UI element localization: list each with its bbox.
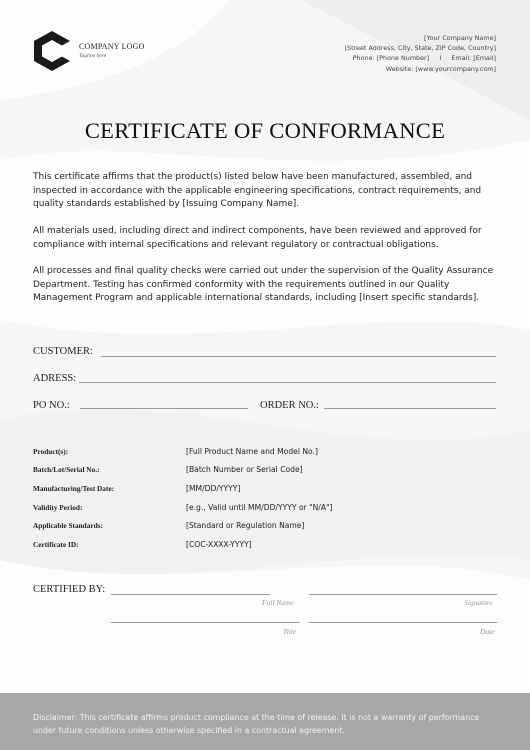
full-name-line[interactable] — [111, 594, 270, 595]
disclaimer-text: Disclaimer: This certificate affirms product compliance at the time of release. It is not a warranty of performance under future conditions unless otherwise specified in a contractual agreement. — [33, 713, 480, 735]
applicable-standards-value: [Standard or Regulation Name] — [186, 521, 305, 530]
order-number-label: ORDER NO.: — [260, 400, 319, 411]
address-line[interactable] — [79, 382, 496, 383]
date-caption: Date — [480, 627, 495, 636]
company-logo-icon — [32, 30, 72, 72]
date-line[interactable] — [309, 622, 497, 623]
customer-label: CUSTOMER: — [33, 346, 93, 357]
signature-caption: Signature — [464, 598, 493, 607]
order-number-line[interactable] — [324, 408, 496, 409]
company-logo-name: COMPANY LOGO — [79, 42, 145, 51]
signature-line[interactable] — [309, 594, 497, 595]
company-info — [345, 33, 496, 74]
manufacturing-date-label: Manufacturing/Test Date: — [33, 484, 115, 493]
certificate-id-value: [COC-XXXX-YYYY] — [186, 540, 252, 549]
company-name: [Your Company Name] — [424, 34, 496, 42]
manufacturing-date-value: [MM/DD/YYYY] — [186, 484, 241, 493]
company-website: Website: [www.yourcompany.com] — [385, 64, 496, 73]
certificate-title: CERTIFICATE OF CONFORMANCE — [84, 118, 446, 143]
title-line[interactable] — [111, 622, 300, 623]
company-address: [Street Address, City, State, ZIP Code, Country] — [344, 44, 496, 53]
po-number-label: PO NO.: — [33, 400, 70, 411]
po-number-line[interactable] — [80, 408, 248, 409]
title-caption: Title — [283, 627, 297, 636]
paragraph-processes: All processes and final quality checks were carried out under the supervision of the Quality Assurance Department. Testing has confirmed conformity with the requirements outlined in our Quality Management Program and applicable international standards, including [Insert specific standards]. — [33, 266, 494, 304]
full-name-caption: Full Name — [262, 598, 294, 607]
company-contact: Phone: [Phone Number] I Email: [Email] — [352, 54, 496, 63]
batch-lot-serial-label: Batch/Lot/Serial No.: — [33, 465, 100, 474]
paragraph-affirmation: This certificate affirms that the product(s) listed below have been manufactured, assembled, and inspected in accordance with the applicable engineering specifications, contract requirements, and quality standards established by [Issuing Company Name]. — [33, 172, 482, 210]
validity-period-label: Validity Period: — [33, 503, 83, 512]
product-value: [Full Product Name and Model No.] — [186, 447, 318, 456]
batch-lot-serial-value: [Batch Number or Serial Code] — [186, 465, 303, 474]
company-tagline: Tagline here — [79, 53, 107, 59]
certificate-id-label: Certificate ID: — [33, 540, 79, 549]
certified-by-label: CERTIFIED BY: — [33, 584, 106, 595]
applicable-standards-label: Applicable Standards: — [33, 521, 103, 530]
customer-line[interactable] — [101, 356, 496, 357]
product-label: Product(s): — [33, 447, 69, 456]
paragraph-materials: All materials used, including direct and indirect components, have been reviewed and approved for compliance with internal specifications and relevant regulatory or contractual obligations. — [33, 226, 482, 250]
validity-period-value: [e.g., Valid until MM/DD/YYYY or "N/A"] — [186, 503, 333, 512]
address-label: ADRESS: — [33, 373, 77, 384]
